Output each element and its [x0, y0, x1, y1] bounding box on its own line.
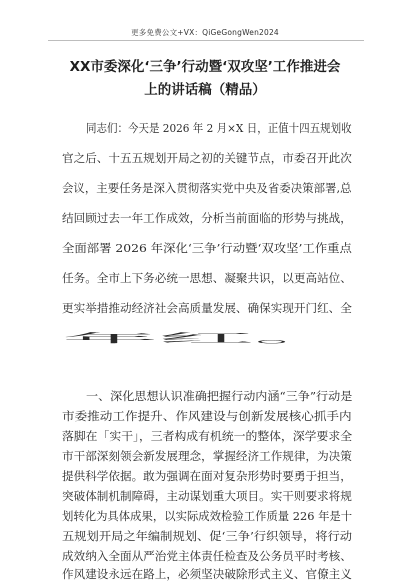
header-note: 更多免费公文+VX：QiGeGongWen2024	[131, 28, 279, 37]
paragraph-line: 市委推动工作提升、作风建设与创新发展核心抓手内	[62, 409, 352, 423]
paragraph-line: 官之后、十五五规划开局之初的关键节点，市委召开此次	[62, 151, 352, 165]
paragraph-line: 会议，主要任务是深入贯彻落实党中央及省委决策部署,总	[62, 181, 352, 195]
paragraph-line: 提供科学依据。敢为强调在面对复杂形势时要勇于担当，	[62, 469, 352, 483]
paragraph-line: 市干部深刻领会新发展理念，掌握经济工作规律，为决策	[62, 449, 352, 463]
paragraph-line: 全面部署 2026 年深化‘三争’行动暨‘双攻坚’工作重点	[62, 241, 352, 255]
document-title	[52, 56, 358, 102]
paragraph-line: 突破体制机制障碍，主动谋划重大项目。实干则要求将规	[62, 489, 352, 503]
paragraph-line: 成效纳入全面从严治党主体责任检查及公务员平时考核、	[62, 549, 352, 563]
title-line: XX市委深化‘三争’行动暨‘双攻坚’工作推进会	[69, 59, 341, 75]
paragraph-line: 作风建设永远在路上，必须坚决破除形式主义、官僚主义	[62, 567, 352, 581]
paragraph-line: 同志们：今天是 2026 年 2 月×X 日，正值十四五规划收	[86, 121, 352, 135]
title-line: 上的讲话稿（精品）	[144, 82, 266, 98]
paragraph-line: 更实举措推动经济社会高质量发展、确保实现开门红、全	[62, 301, 352, 315]
header-divider	[48, 40, 364, 41]
paragraph-line: 任务。全市上下务必统一思想、凝聚共识，以更高站位、	[62, 271, 352, 285]
paragraph-line: 年红。	[62, 331, 351, 345]
paragraph-line: 五规划开局之年编制规划、促‘三争’行织领导，将行动	[62, 529, 353, 543]
paragraph-line: 落脚在「实干」，三者构成有机统一的整体，深学要求全	[62, 429, 353, 443]
paragraph-line: 结回顾过去一年工作成效，分析当前面临的形势与挑战，	[62, 211, 352, 225]
paragraph-line: 一、深化思想认识准确把握行动内涵“三争”行动是	[86, 389, 353, 403]
paragraph-line: 划转化为具体成果，以实际成效检验工作质量 226 年是十	[62, 509, 353, 523]
